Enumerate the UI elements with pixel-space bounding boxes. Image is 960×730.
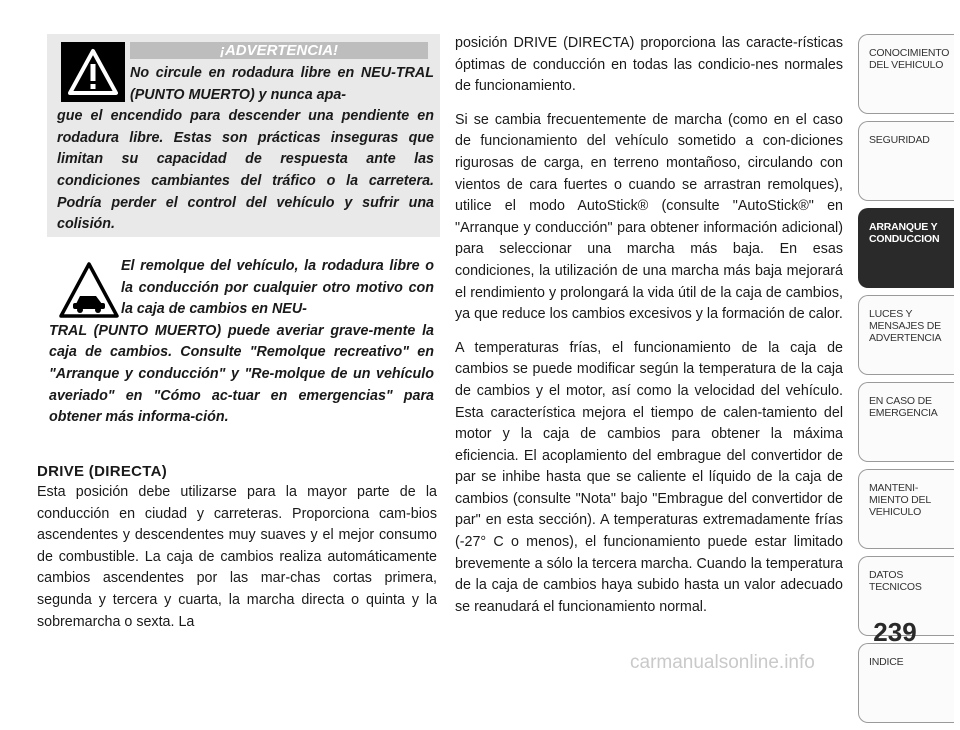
- tab-arranque[interactable]: [858, 208, 954, 288]
- tab-mantenimiento[interactable]: [858, 469, 954, 549]
- tab-label: SEGURIDAD: [869, 134, 930, 146]
- tab-label: INDICE: [869, 656, 904, 668]
- tab-emergencia[interactable]: [858, 382, 954, 462]
- paragraph-2: Si se cambia frecuentemente de marcha (como en el caso de funcionamiento del vehículo sometido a con-diciones rigurosas de carga, en terreno montañoso, circulando con vientos de cara fuertes o cuando se arrastran remolques), utilice el modo AutoStick® (consulte "AutoStick®" en "Arranque y conducción" para obtener información adicional) para seleccionar una marcha más baja. En esas condiciones, la utilización de una marcha más baja mejorará el rendimiento y prolongará la vida útil de la caja de cambios, ya que reduce los cambios excesivos y la formación de calor.: [455, 111, 843, 323]
- page-number: 239: [873, 617, 917, 647]
- warning-lead: No circule en rodadura libre en NEU-TRAL (PUNTO MUERTO) y nunca apa-: [130, 65, 434, 103]
- tab-label: ARRANQUE Y CONDUCCION: [869, 221, 940, 245]
- drive-description: [37, 482, 437, 645]
- drive-paragraph: Esta posición debe utilizarse para la mayor parte de la conducción en ciudad y carreteras. Proporciona cam-bios ascendentes y descendentes muy suaves y el mejor consumo de combustible. La caja de cambios realiza automáticamente cambios ascendentes por las mar-chas cortas primera, segunda y tercera y cuarta, la marcha directa o quinta y la sobremarcha o sexta. La: [37, 484, 437, 630]
- paragraph-3: A temperaturas frías, el funcionamiento de la caja de cambios se puede modificar según la temperatura de la caja de cambios y el motor, así como la velocidad del vehículo. Esta característica mejora el tiempo de calen-tamiento del motor y la caja de cambios para obtener la máxima eficiencia. El acoplamiento del embrague del convertidor de par se inhibe hasta que se caliente el líquido de la caja de cambios (consulte "Nota" bajo "Embrague del convertidor de par" en esta sección). A temperaturas extremadamente frías (-27° C o menos), el funcionamiento puede estar limitado brevemente a sólo la tercera marcha. Cuando la temperatura de la caja de cambios haya subido hasta un valor adecuado se reanudará el funcionamiento normal.: [455, 339, 843, 615]
- warning-box: [47, 34, 440, 237]
- warning-header: ¡ADVERTENCIA!: [130, 42, 428, 59]
- tab-label: CONOCIMIENTO DEL VEHICULO: [869, 47, 950, 71]
- watermark: carmanualsonline.info: [630, 652, 815, 673]
- caution-lead: El remolque del vehículo, la rodadura libre o la conducción por cualquier otro motivo con la caja de cambios en NEU-: [121, 258, 434, 318]
- tab-seguridad[interactable]: [858, 121, 954, 201]
- section-title: DRIVE (DIRECTA): [37, 463, 168, 480]
- paragraph-1: posición DRIVE (DIRECTA) proporciona las caracte-rísticas óptimas de conducción en todas las condicio-nes normales de funcionamiento.: [455, 35, 843, 95]
- tab-luces[interactable]: [858, 295, 954, 375]
- tab-label: MANTENI- MIENTO DEL VEHICULO: [869, 482, 931, 518]
- caution-body: TRAL (PUNTO MUERTO) puede averiar grave-mente la caja de cambios. Consulte "Remolque recreativo" en "Arranque y conducción" y "Re-molque de un vehículo averiado" en "Cómo ac-tuar en emergencias" para obtener más informa-ción.: [49, 322, 434, 426]
- right-column: [455, 33, 843, 630]
- tab-label: EN CASO DE EMERGENCIA: [869, 395, 938, 419]
- tab-label: LUCES Y MENSAJES DE ADVERTENCIA: [869, 308, 942, 344]
- tab-indice[interactable]: [858, 643, 954, 723]
- tab-label: DATOS TECNICOS: [869, 569, 922, 593]
- caution-text: [49, 256, 434, 429]
- warning-text: [57, 63, 434, 236]
- warning-body: gue el encendido para descender una pendiente en rodadura libre. Estas son prácticas inseguras que limitan su capacidad de respuesta ante las condiciones cambiantes del tráfico o la carretera. Podría perder el control del vehículo y sufrir una colisión.: [57, 108, 434, 233]
- tab-conocimiento[interactable]: [858, 34, 954, 114]
